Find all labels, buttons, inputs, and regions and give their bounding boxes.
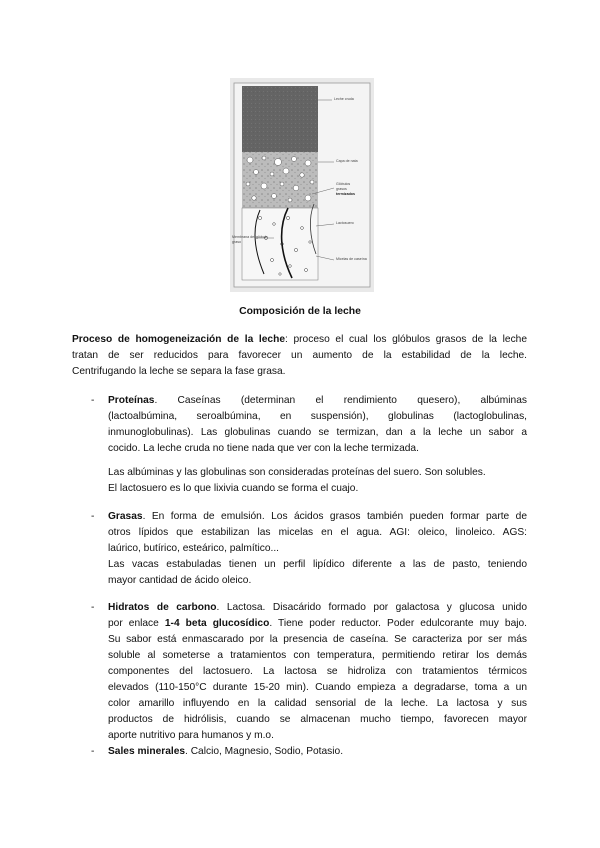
hidratos-line-8: productos de hidrólisis, cuando se almacenan mucho tiempo, favorecen mayor (108, 714, 527, 725)
intro-text-1: : proceso el cual los glóbulos grasos de la leche (284, 334, 527, 345)
bullet-mark: - (91, 511, 95, 522)
grasas-line-4: Las vacas estabuladas tienen un perfil lipídico diferente a las de pasto, teniendo (108, 559, 527, 570)
hidratos-text-1: . Lactosa. Disacárido formado por galactosa y glucosa unido (216, 602, 527, 613)
proteinas-line-5: Las albúminas y las globulinas son consideradas proteínas del suero. Son solubles. (108, 467, 486, 478)
proteinas-line-2: (lactoalbúmina, seroalbúmina, en suspensión), globulinas (lactoglobulinas, (108, 411, 527, 422)
figure-label-globules-1: Glóbulos (336, 182, 351, 186)
hidratos-bond: 1-4 beta glucosídico (164, 618, 270, 629)
sales-term: Sales minerales (108, 746, 186, 757)
grasas-line-2: otros lípidos que estabilizan las micelas en el agua. AGI: oleico, linoleico. AGS: (108, 527, 527, 538)
hidratos-line-2 (108, 616, 527, 632)
sales-line-1 (108, 744, 527, 760)
intro-line-1 (72, 332, 527, 348)
figure-label-left: Membrana del glóbulo graso (232, 235, 268, 244)
bullet-mark: - (91, 746, 95, 757)
milk-homogenization-figure (230, 78, 374, 292)
proteinas-line-4: cocido. La leche cruda no tiene nada que ver con la leche termizada. (108, 443, 419, 454)
hidratos-line-9: aporte nutritivo para humanos y m.o. (108, 730, 274, 741)
hidratos-line-7: color amarillo influyendo en la calidad sensorial de la leche. La lactosa y sus (108, 698, 527, 709)
figure-label-top: Leche cruda (334, 97, 354, 101)
grasas-line-5: mayor cantidad de ácido oleico. (108, 575, 252, 586)
bullet-mark: - (91, 395, 95, 406)
hidratos-line-5: componentes del lactosuero. La lactosa se hidroliza con tratamientos térmicos (108, 666, 527, 677)
figure-label-middle: Capa de nata (336, 159, 358, 163)
proteinas-text-1: . Caseínas (determinan el rendimiento quesero), albúminas (154, 395, 527, 406)
grasas-line-1 (108, 509, 527, 525)
hidratos-line-1 (108, 600, 527, 616)
sales-text: . Calcio, Magnesio, Sodio, Potasio. (185, 746, 344, 757)
grasas-text-1: . En forma de emulsión. Los ácidos grasos también pueden formar parte de (142, 511, 527, 522)
page-title: Composición de la leche (239, 306, 361, 317)
grasas-term: Grasas (108, 511, 143, 522)
proteinas-line-3: inmunoglobulinas). Las globulinas cuando se termizan, dan a la leche un sabor a (108, 427, 527, 438)
hidratos-term: Hidratos de carbono (108, 602, 217, 613)
bullet-mark: - (91, 602, 95, 613)
hidratos-text-2c: . Tiene poder reductor. Poder edulcorante muy bajo. (269, 618, 528, 629)
proteinas-line-1 (108, 393, 527, 409)
figure-label-globules-2: grasos (336, 187, 347, 191)
grasas-line-3: laúrico, butírico, esteárico, palmítico... (108, 543, 279, 554)
hidratos-line-6: elevados (110-150°C durante 15-20 min). Cuando empieza a degradarse, toma a un (108, 682, 527, 693)
proteinas-term: Proteínas (108, 395, 155, 406)
intro-line-3: Centrifugando la leche se separa la fase grasa. (72, 366, 286, 377)
figure-label-globules-3: termizados (336, 192, 355, 196)
figure-label-bottom: Micelas de caseína (336, 257, 367, 261)
hidratos-line-4: soluble al someterse a tratamientos con temperatura, permitiendo retirar los demás (108, 650, 527, 661)
figure-label-serum: Lactosuero (336, 221, 354, 225)
intro-term: Proceso de homogeneización de la leche (72, 334, 285, 345)
proteinas-line-6: El lactosuero es lo que lixivia cuando se forma el cuajo. (108, 483, 359, 494)
hidratos-text-2a: por enlace (108, 618, 165, 629)
intro-line-2: tratan de ser reducidos para favorecer un aumento de la estabilidad de la leche. (72, 350, 527, 361)
hidratos-line-3: Su sabor está enmascarado por la presencia de caseína. Se caracteriza por ser más (108, 634, 527, 645)
